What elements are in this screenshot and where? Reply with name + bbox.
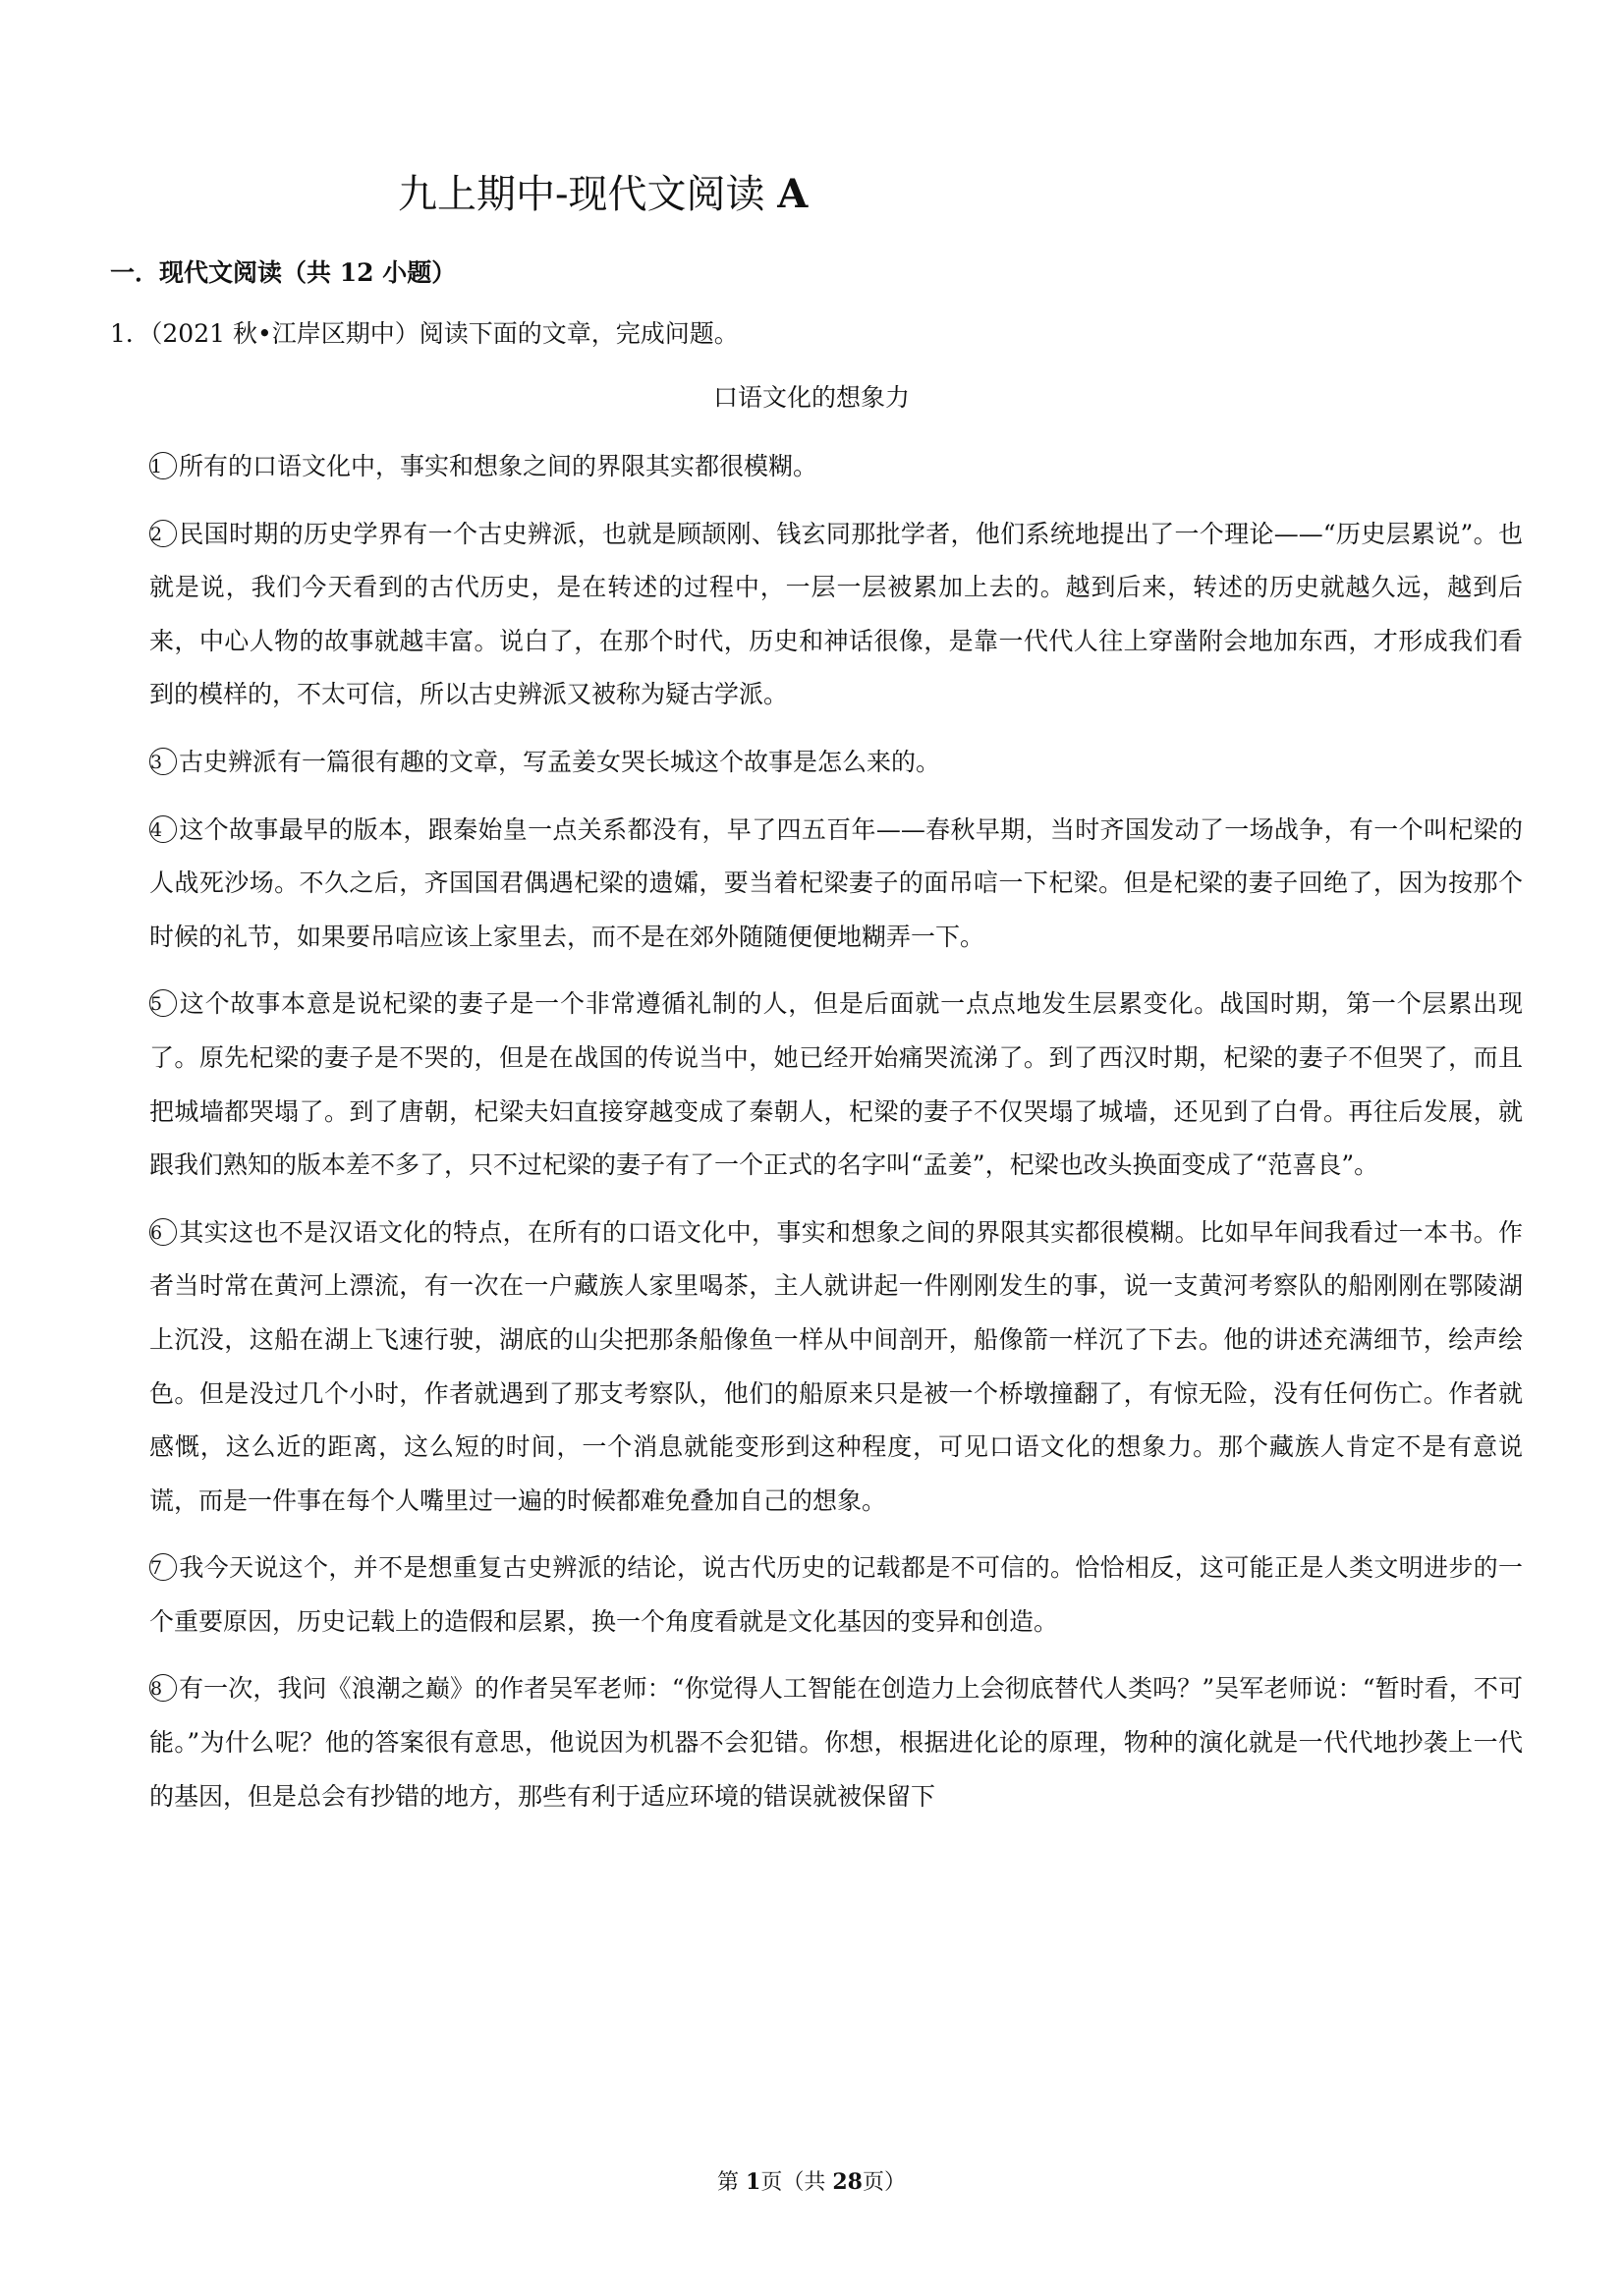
footer-prefix: 第 (717, 2170, 747, 2195)
paragraph-text: 所有的口语文化中，事实和想象之间的界限其实都很模糊。 (179, 452, 818, 480)
paragraph-number-badge: 3 (149, 748, 177, 775)
footer-page-number: 1 (746, 2169, 761, 2195)
paragraph-number-badge: 4 (149, 815, 177, 843)
paragraph (149, 978, 1523, 1192)
footer-suffix: 页） (862, 2170, 906, 2195)
page-title-cn: 九上期中-现代文阅读 (398, 172, 765, 217)
paragraph-number-badge: 7 (149, 1553, 177, 1581)
paragraph (149, 1662, 1523, 1823)
page-footer (0, 2166, 1623, 2199)
paragraph-text: 民国时期的历史学界有一个古史辨派，也就是顾颉刚、钱玄同那批学者，他们系统地提出了一个理论——“历史层累说”。也就是说，我们今天看到的古代历史，是在转述的过程中，一层一层被累加上去的。越到后来，转述的历史就越久远，越到后来，中心人物的故事就越丰富。说白了，在那个时代，历史和神话很像，是靠一代代人往上穿凿附会地加东西，才形成我们看到的模样的，不太可信，所以古史辨派又被称为疑古学派。 (149, 519, 1523, 709)
paragraph-number-badge: 2 (149, 520, 177, 547)
paragraph-number-badge: 5 (149, 989, 177, 1017)
paragraph-text: 其实这也不是汉语文化的特点，在所有的口语文化中，事实和想象之间的界限其实都很模糊。比如早年间我看过一本书。作者当时常在黄河上漂流，有一次在一户藏族人家里喝茶，主人就讲起一件刚刚发生的事，说一支黄河考察队的船刚刚在鄂陵湖上沉没，这船在湖上飞速行驶，湖底的山尖把那条船像鱼一样从中间剖开，船像箭一样沉了下去。他的讲述充满细节，绘声绘色。但是没过几个小时，作者就遇到了那支考察队，他们的船原来只是被一个桥墩撞翻了，有惊无险，没有任何伤亡。作者就感慨，这么近的距离，这么短的时间，一个消息就能变形到这种程度，可见口语文化的想象力。那个藏族人肯定不是有意说谎，而是一件事在每个人嘴里过一遍的时候都难免叠加自己的想象。 (149, 1217, 1523, 1515)
footer-middle: 页（共 (760, 2170, 833, 2195)
paragraph-text: 古史辨派有一篇很有趣的文章，写孟姜女哭长城这个故事是怎么来的。 (179, 747, 941, 776)
paragraph-number-badge: 1 (149, 452, 177, 479)
paragraph-text: 这个故事最早的版本，跟秦始皇一点关系都没有，早了四五百年——春秋早期，当时齐国发动了一场战争，有一个叫杞梁的人战死沙场。不久之后，齐国国君偶遇杞梁的遗孀，要当着杞梁妻子的面吊唁一下杞梁。但是杞梁的妻子回绝了，因为按那个时候的礼节，如果要吊唁应该上家里去，而不是在郊外随随便便地糊弄一下。 (149, 814, 1523, 951)
section-heading: 一．现代文阅读（共 12 小题） (110, 258, 457, 287)
paragraph-text: 这个故事本意是说杞梁的妻子是一个非常遵循礼制的人，但是后面就一点点地发生层累变化。战国时期，第一个层累出现了。原先杞梁的妻子是不哭的，但是在战国的传说当中，她已经开始痛哭流涕了。到了西汉时期，杞梁的妻子不但哭了，而且把城墙都哭塌了。到了唐朝，杞梁夫妇直接穿越变成了秦朝人，杞梁的妻子不仅哭塌了城墙，还见到了白骨。再往后发展，就跟我们熟知的版本差不多了，只不过杞梁的妻子有了一个正式的名字叫“孟姜”，杞梁也改头换面变成了“范喜良”。 (149, 989, 1523, 1180)
paragraph-text: 有一次，我问《浪潮之巅》的作者吴军老师：“你觉得人工智能在创造力上会彻底替代人类吗？”吴军老师说：“暂时看，不可能。”为什么呢？他的答案很有意思，他说因为机器不会犯错。你想，根据进化论的原理，物种的演化就是一代代地抄袭上一代的基因，但是总会有抄错的地方，那些有利于适应环境的错误就被保留下 (149, 1674, 1523, 1811)
footer-total-pages: 28 (832, 2169, 863, 2195)
paragraph-number-badge: 8 (149, 1674, 177, 1702)
paragraph (149, 440, 1523, 494)
question-intro: 1．（2021 秋•江岸区期中）阅读下面的文章，完成问题。 (110, 319, 739, 348)
paragraph-text: 我今天说这个，并不是想重复古史辨派的结论，说古代历史的记载都是不可信的。恰恰相反，这可能正是人类文明进步的一个重要原因，历史记载上的造假和层累，换一个角度看就是文化基因的变异和创造。 (149, 1553, 1523, 1636)
paragraph (149, 1541, 1523, 1649)
paragraph (149, 1206, 1523, 1529)
paragraph (149, 736, 1523, 790)
article-body (149, 440, 1523, 1837)
page-title-en: A (777, 171, 809, 217)
paragraph (149, 508, 1523, 722)
page-title (398, 167, 808, 222)
paragraph (149, 804, 1523, 965)
paragraph-number-badge: 6 (149, 1218, 177, 1246)
article-title: 口语文化的想象力 (712, 383, 910, 412)
